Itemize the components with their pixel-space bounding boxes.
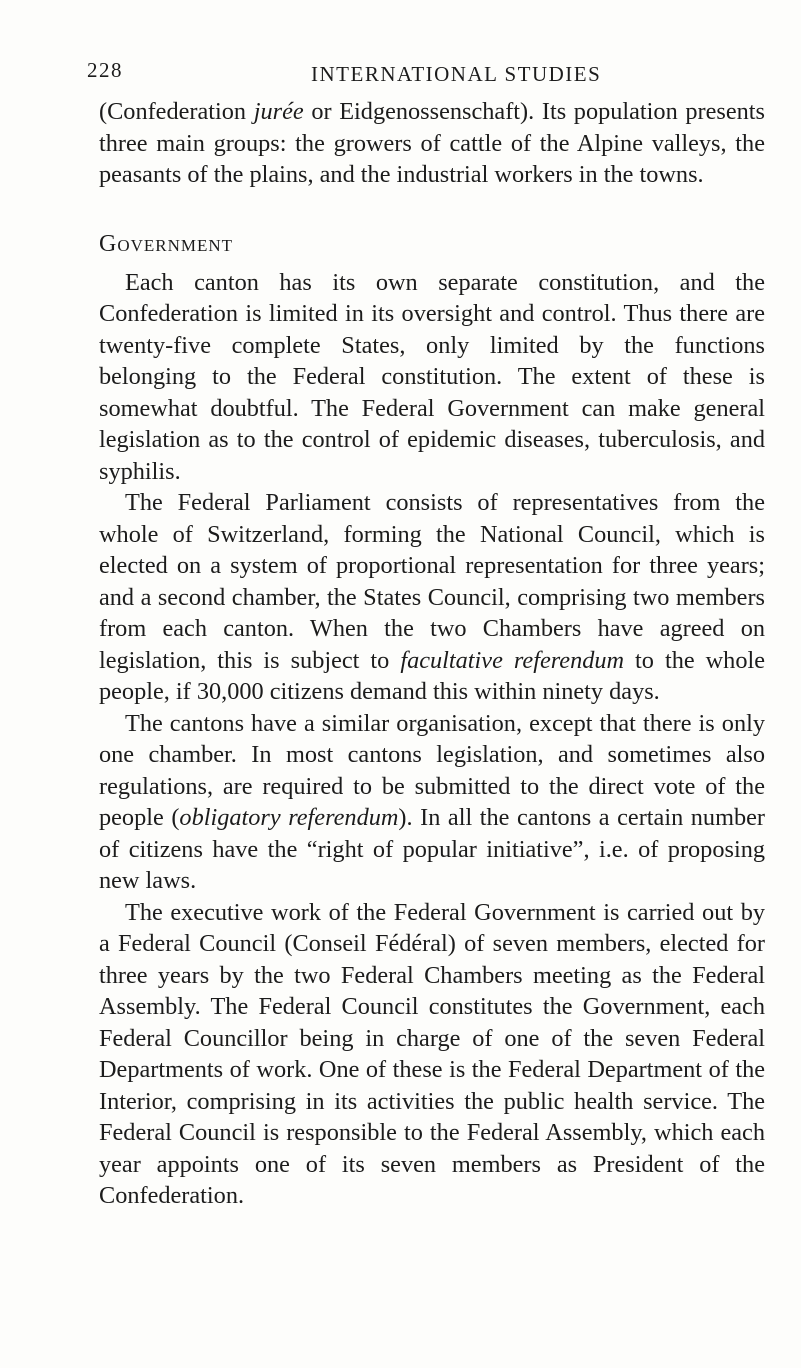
running-title: INTERNATIONAL STUDIES	[311, 62, 602, 86]
facultative-referendum-term: facultative referendum	[400, 646, 625, 674]
book-page	[87, 58, 766, 1212]
page-number: 228	[87, 58, 123, 82]
paragraph-federal-council: The executive work of the Federal Government is carried out by a Federal Council (Conseil Fédéral) of seven members, elected for three years by the two Federal Chambers meeting as the Federal Assembly. The Federal Council constitutes the Government, each Federal Councillor being in charge of one of the seven Federal Departments of work. One of these is the Federal Department of the Interior, comprising in its activities the public health service. The Federal Council is responsible to the Federal Assembly, which each year appoints one of its seven members as President of the Confederation.	[99, 898, 765, 1209]
paragraph-cantons-start: The cantons have a similar organisation, except that there is only one chamber. In most cantons legislation, and sometimes also regulations, are required to be submitted to the direct vote of the people (	[99, 709, 765, 831]
body-text	[99, 96, 765, 1212]
paragraph-canton-constitution: Each canton has its own separate constitution, and the Confederation is limited in its oversight and control. Thus there are twenty-five complete States, only limited by the functions belonging to the Federal constitution. The extent of these is somewhat doubtful. The Federal Government can make general legislation as to the control of epidemic diseases, tuberculosis, and syphilis.	[99, 268, 765, 485]
intro-text-start: (Confederation	[99, 98, 254, 125]
paragraph-federal-parliament-start: The Federal Parliament consists of representatives from the whole of Switzerland, forming the National Council, which is elected on a system of proportional representation for three years; and a second chamber, the States Council, comprising two members from each canton. When the two Chambers have agreed on legislation, this is subject to	[99, 489, 765, 674]
intro-italic-term: jurée	[253, 98, 304, 125]
intro-text-end: or Eidgenossenschaft). Its population presents three main groups: the growers of cattle of the Alpine valleys, the peasants of the plains, and the industrial workers in the towns.	[99, 98, 765, 188]
paragraph-federal-parliament-end: to the whole people, if 30,000 citizens demand this within ninety days.	[99, 646, 766, 705]
running-head	[87, 58, 765, 88]
intro-paragraph	[99, 96, 765, 191]
obligatory-referendum-term: obligatory referendum	[179, 804, 399, 831]
paragraph-cantons-organisation	[99, 708, 765, 897]
section-heading-government: Government	[99, 230, 234, 257]
paragraph-cantons-end: ). In all the cantons a certain number of citizens have the “right of popular initiative”, i.e. of proposing new laws.	[99, 804, 765, 894]
paragraph-federal-parliament	[99, 487, 765, 708]
